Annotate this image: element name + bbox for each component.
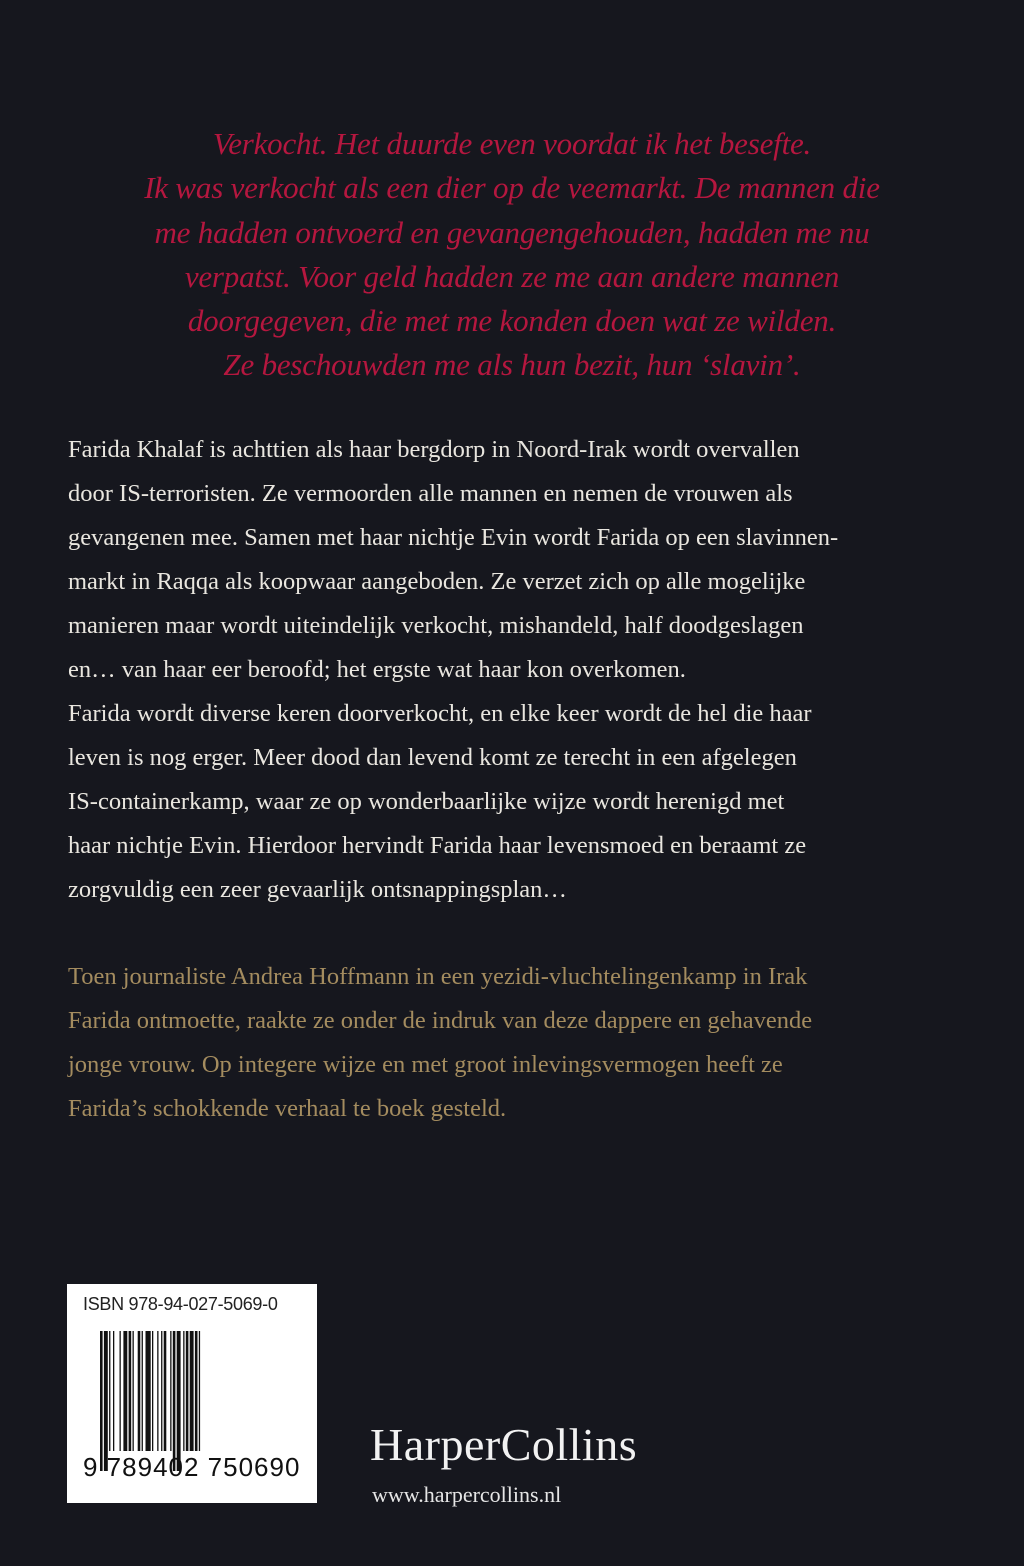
- barcode-bar: [186, 1331, 189, 1451]
- barcode-bar: [164, 1331, 167, 1451]
- barcode-label: [67, 1284, 317, 1503]
- barcode-bar: [157, 1331, 158, 1451]
- barcode-icon: [100, 1331, 250, 1471]
- author-note-line: Farida ontmoette, raakte ze onder de indruk van deze dappere en gehavende: [68, 1007, 813, 1034]
- author-note-line: Toen journaliste Andrea Hoffmann in een yezidi-vluchtelingenkamp in Irak: [68, 963, 808, 990]
- synopsis-line: markt in Raqqa als koopwaar aangeboden. Ze verzet zich op alle mogelijke: [68, 568, 806, 595]
- author-note-line: Farida’s schokkende verhaal te boek gesteld.: [68, 1095, 507, 1122]
- author-note-line: jonge vrouw. Op integere wijze en met groot inlevingsvermogen heeft ze: [68, 1051, 783, 1078]
- barcode-bar: [142, 1331, 143, 1451]
- barcode-bar: [177, 1331, 181, 1471]
- synopsis-line: Farida Khalaf is achttien als haar bergdorp in Noord-Irak wordt overvallen: [68, 436, 800, 463]
- quote-line: doorgegeven, die met me konden doen wat ze wilden.: [187, 303, 837, 339]
- barcode-bar: [109, 1331, 110, 1451]
- ean-digits: 9 789402 750690: [83, 1452, 301, 1482]
- quote-line: Verkocht. Het duurde even voordat ik het besefte.: [212, 126, 812, 161]
- excerpt-quote: [0, 122, 1024, 388]
- barcode-bar: [138, 1331, 141, 1451]
- author-note: [68, 955, 812, 1131]
- synopsis-line: manieren maar wordt uiteindelijk verkocht, mishandeld, half doodgeslagen: [68, 612, 804, 639]
- barcode-bar: [195, 1331, 198, 1451]
- barcode-bar: [100, 1331, 103, 1471]
- isbn-text: ISBN 978-94-027-5069-0: [83, 1294, 278, 1314]
- barcode-bar: [123, 1331, 127, 1451]
- synopsis-line: gevangenen mee. Samen met haar nichtje Evin wordt Farida op een slavinnen-: [68, 524, 839, 551]
- synopsis-line: zorgvuldig een zeer gevaarlijk ontsnappingsplan…: [68, 876, 567, 903]
- barcode-bar: [129, 1331, 132, 1451]
- quote-line: verpatst. Voor geld hadden ze me aan andere mannen: [184, 258, 840, 294]
- barcode-bar: [120, 1331, 121, 1451]
- barcode-bar: [146, 1331, 151, 1451]
- synopsis: [68, 428, 838, 912]
- synopsis-line: Farida wordt diverse keren doorverkocht, en elke keer wordt de hel die haar: [68, 700, 812, 727]
- quote-line: Ik was verkocht als een dier op de veemarkt. De mannen die: [144, 170, 880, 206]
- quote-line: me hadden ontvoerd en gevangengehouden, hadden me nu: [154, 214, 870, 250]
- quote-line: Ze beschouwden me als hun bezit, hun ‘slavin’.: [223, 347, 801, 383]
- synopsis-line: IS-containerkamp, waar ze op wonderbaarlijke wijze wordt herenigd met: [68, 788, 785, 815]
- barcode-bar: [170, 1331, 171, 1451]
- publisher-logo: HarperCollins: [370, 1419, 638, 1470]
- barcode-bar: [133, 1331, 134, 1451]
- barcode-bar: [190, 1331, 194, 1451]
- barcode-bar: [104, 1331, 108, 1471]
- barcode-bar: [152, 1331, 153, 1451]
- synopsis-line: leven is nog erger. Meer dood dan levend komt ze terecht in een afgelegen: [68, 744, 797, 771]
- synopsis-line: haar nichtje Evin. Hierdoor hervindt Farida haar levensmoed en beraamt ze: [68, 832, 807, 859]
- publisher-url[interactable]: www.harpercollins.nl: [372, 1482, 562, 1507]
- synopsis-line: en… van haar eer beroofd; het ergste wat haar kon overkomen.: [68, 656, 686, 683]
- barcode-bar: [173, 1331, 176, 1471]
- barcode-bar: [113, 1331, 114, 1451]
- barcode-bar: [183, 1331, 184, 1451]
- barcode-bar: [199, 1331, 200, 1451]
- barcode-bar: [161, 1331, 162, 1451]
- synopsis-line: door IS-terroristen. Ze vermoorden alle mannen en nemen de vrouwen als: [68, 480, 793, 507]
